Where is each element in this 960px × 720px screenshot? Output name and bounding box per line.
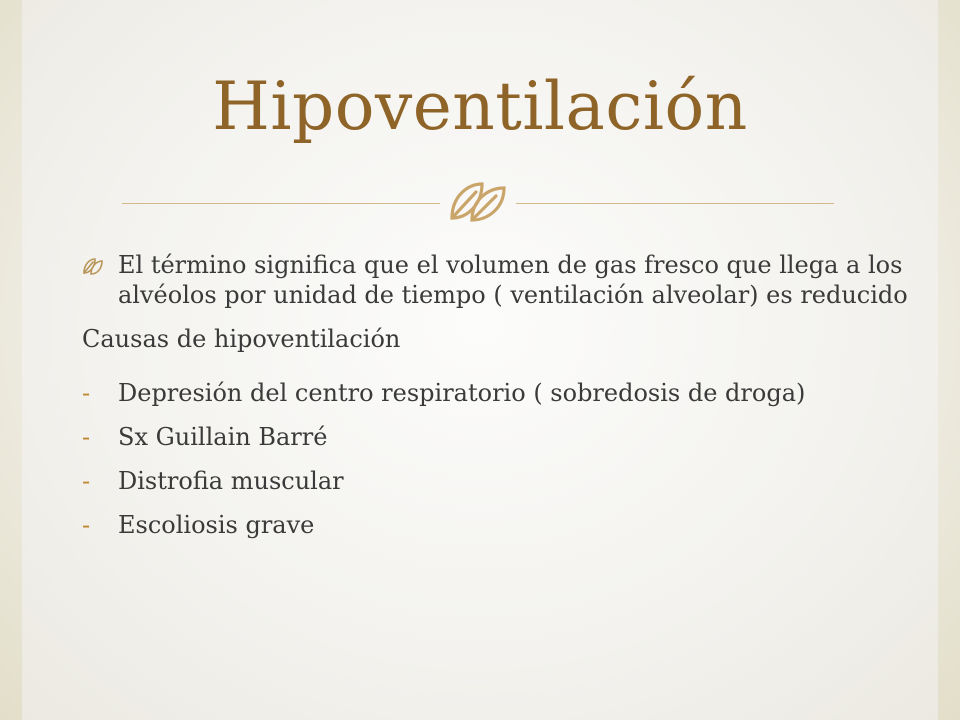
leaf-bullet-icon (82, 257, 104, 275)
cause-item (82, 466, 952, 496)
cause-text: Escoliosis grave (118, 511, 315, 539)
title-divider-right (516, 203, 834, 204)
slide-body (82, 250, 952, 540)
slide-title: Hipoventilación (212, 68, 748, 145)
cause-item (82, 422, 952, 452)
dash-marker: - (82, 379, 91, 407)
dash-marker: - (82, 467, 91, 495)
intro-text: El término significa que el volumen de gas fresco que llega a los alvéolos por unidad de tiempo ( ventilación alveolar) es reducido (118, 251, 908, 309)
cause-text: Depresión del centro respiratorio ( sobredosis de droga) (118, 379, 806, 407)
dash-marker: - (82, 423, 91, 451)
causes-heading: Causas de hipoventilación (82, 325, 401, 353)
cause-text: Sx Guillain Barré (118, 423, 328, 451)
intro-bullet (82, 250, 952, 310)
cause-item (82, 510, 952, 540)
title-divider-left (122, 203, 440, 204)
cause-text: Distrofia muscular (118, 467, 344, 495)
cause-item (82, 378, 952, 408)
double-leaf-ornament-icon (446, 178, 512, 224)
dash-marker: - (82, 511, 91, 539)
